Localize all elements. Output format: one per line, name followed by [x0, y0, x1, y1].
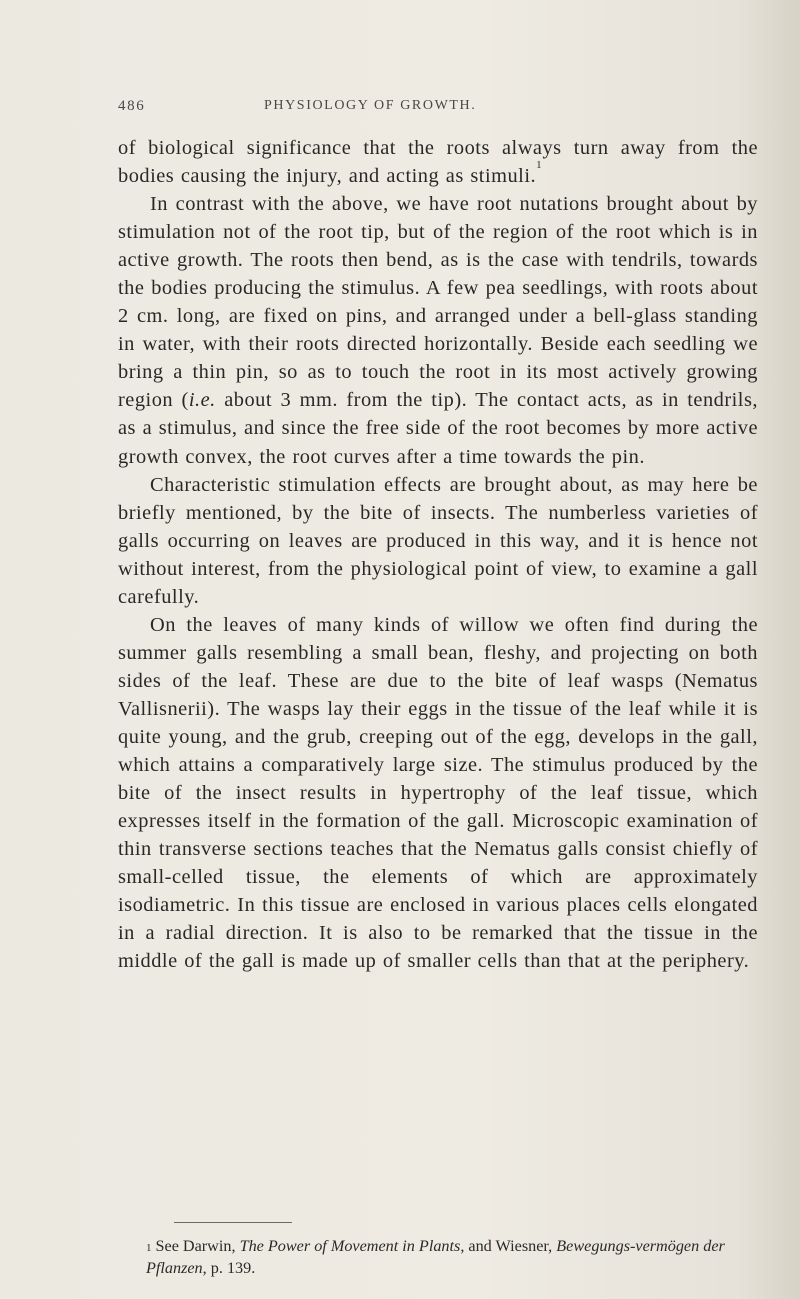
paragraph-1	[118, 134, 758, 190]
paragraph-2-text-b: about 3 mm. from the tip). The contact acts, as in tendrils, as a stimulus, and since the free side of the root becomes by more active growth convex, the root curves after a time towards the pin.	[118, 389, 759, 468]
page-header	[118, 98, 678, 118]
paragraph-3: Characteristic stimulation effects are brought about, as may here be briefly mentioned, by the bite of insects. The numberless varieties of galls occurring on leaves are produced in this way, and it is hence not without interest, from the physiological point of view, to examine a gall carefully.	[118, 473, 758, 608]
footnote	[146, 1235, 758, 1279]
paragraph-2	[118, 190, 758, 470]
footnote-divider	[174, 1222, 292, 1223]
footnote-title-1: The Power of Movement in Plants	[239, 1237, 461, 1255]
footnote-text-c: , p. 139.	[202, 1259, 256, 1277]
paragraph-2-text-a: In contrast with the above, we have root nutations brought about by stimulation not of the root tip, but of the region of the root which is in active growth. The roots then bend, as is the case with tendrils, towards the bodies producing the stimulus. A few pea seedlings, with roots about 2 cm. long, are fixed on pins, and arranged under a bell-glass standing in water, with their roots directed horizontally. Beside each seedling we bring a thin pin, so as to touch the root in its most actively growing region (	[118, 193, 758, 412]
footnote-reference: 1	[536, 159, 543, 172]
paragraph-2-italic-ie: i.e.	[188, 389, 216, 412]
paragraph-4: On the leaves of many kinds of willow we often find during the summer galls resembling a small bean, fleshy, and projecting on both sides of the leaf. These are due to the bite of leaf wasps (Nematus Vallisnerii). The wasps lay their eggs in the tissue of the leaf while it is quite young, and the grub, creeping out of the egg, develops in the gall, which attains a comparatively large size. The stimulus produced by the bite of the insect results in hypertrophy of the leaf tissue, which expresses itself in the formation of the gall. Microscopic examination of thin transverse sections teaches that the Nematus galls consist chiefly of small-celled tissue, the elements of which are approximately isodiametric. In this tissue are enclosed in various places cells elongated in a radial direction. It is also to be remarked that the tissue in the middle of the gall is made up of smaller cells than that at the periphery.	[118, 613, 758, 973]
running-head: PHYSIOLOGY OF GROWTH.	[264, 98, 477, 113]
body-text	[118, 134, 758, 975]
footnote-title-2: Bewegungs-vermögen der Pflanzen	[146, 1237, 725, 1277]
footnote-text-b: , and Wiesner,	[460, 1237, 557, 1255]
footnote-text-a: See Darwin,	[155, 1237, 240, 1255]
page-number: 486	[118, 98, 146, 114]
paragraph-1-text: of biological significance that the roots always turn away from the bodies causing the injury, and acting as stimuli.	[118, 137, 758, 188]
footnote-number: 1	[146, 1242, 152, 1254]
